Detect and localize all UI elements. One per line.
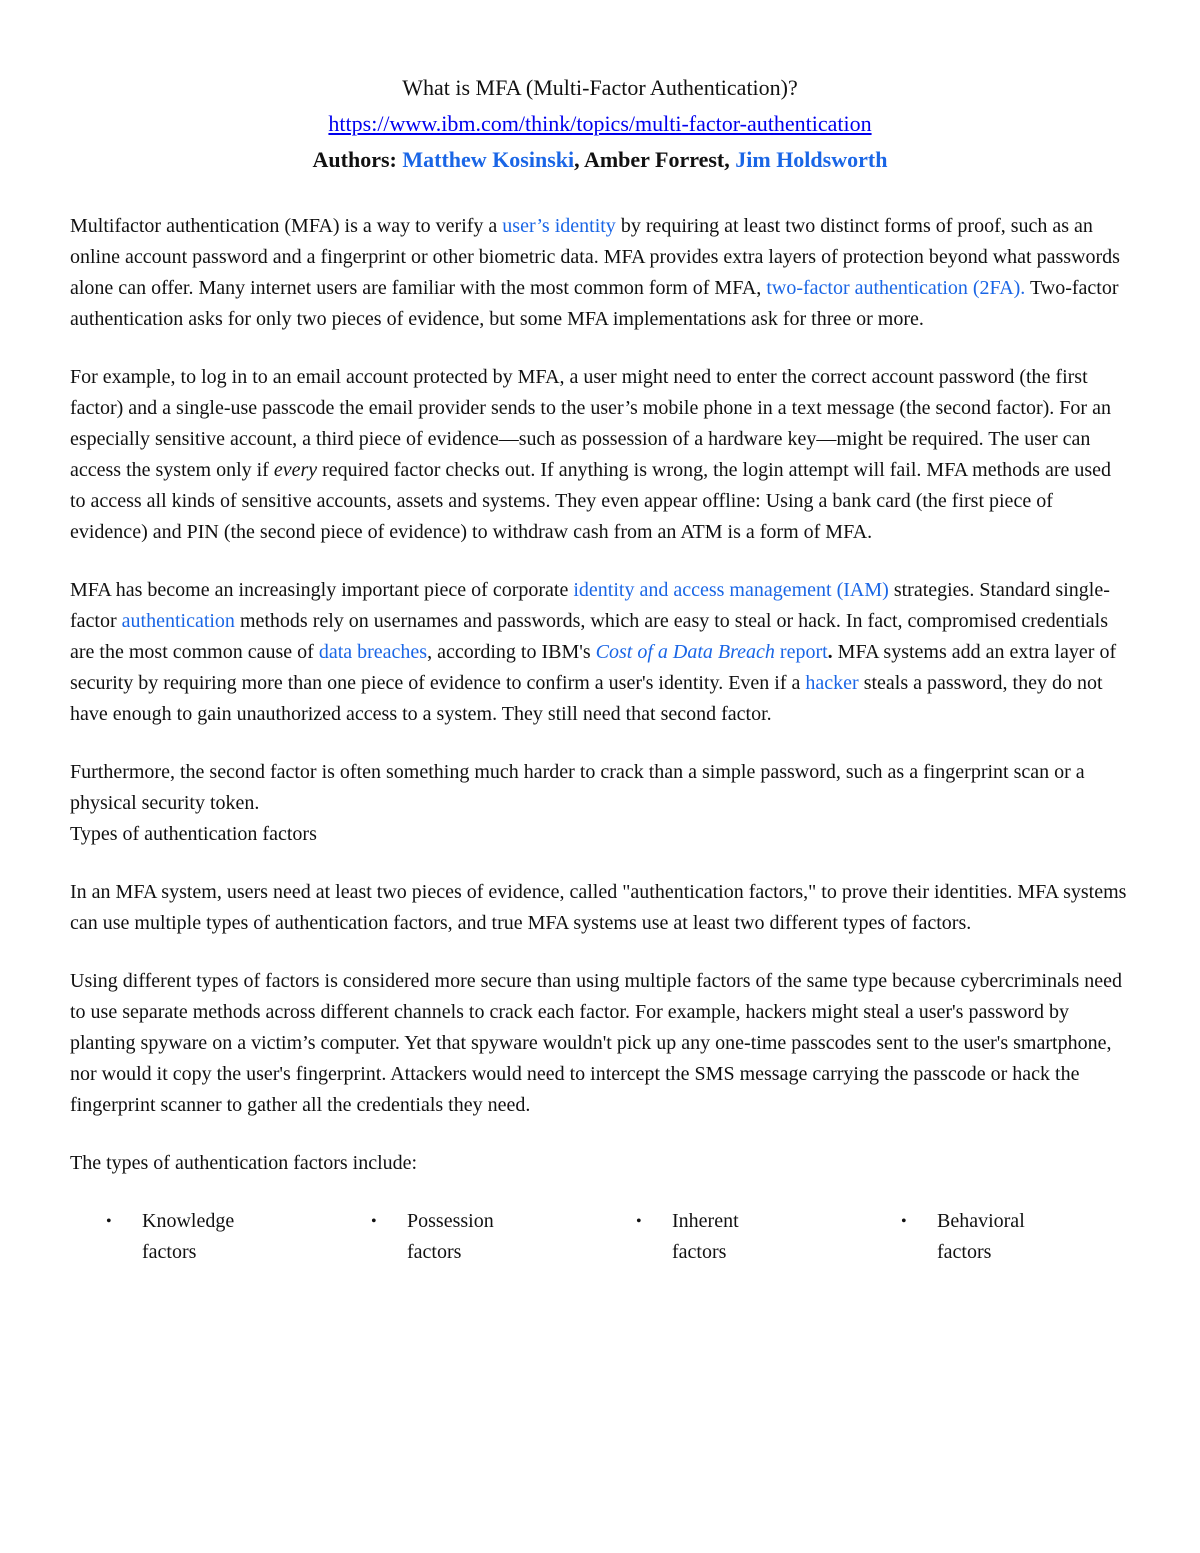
paragraph-example: [70, 362, 1130, 548]
iam-link[interactable]: identity and access management (IAM): [573, 579, 889, 601]
emphasis-every: every: [273, 459, 318, 481]
text-segment: MFA systems add an extra layer of security by requiring more than one piece of evidence to confirm a user's identity. Even if a: [70, 641, 1117, 694]
text-segment: Furthermore, the second factor is often something much harder to crack than a simple password, such as a fingerprint scan or a physical security token.: [70, 761, 1085, 814]
section-heading-types: Types of authentication factors: [70, 823, 317, 845]
list-item-label: Knowledge factors: [142, 1210, 235, 1263]
text-segment: , according to IBM's: [427, 641, 591, 663]
bullet-icon: •: [901, 1213, 907, 1230]
report-word: report: [779, 641, 828, 663]
source-url-link[interactable]: https://www.ibm.com/think/topics/multi-factor-authentication: [328, 111, 872, 136]
paragraph-different-types: Using different types of factors is considered more secure than using multiple factors of the same type because cybercriminals need to use separate methods across different channels to crack each factor. For example, hackers might steal a user's password by planting spyware on a victim’s computer. Yet that spyware wouldn't pick up any one-time passcodes sent to the user's smartphone, nor would it copy the user's fingerprint. Attackers would need to intercept the SMS message carrying the passcode or hack the fingerprint scanner to gather all the credentials they need.: [70, 970, 1123, 1116]
bullet-icon: •: [106, 1213, 112, 1230]
list-item: [70, 1206, 335, 1268]
paragraph-types-intro: The types of authentication factors include:: [70, 1152, 418, 1174]
cost-of-data-breach-report-link[interactable]: [596, 641, 828, 663]
paragraph-second-factor: [70, 757, 1130, 819]
text-segment: by requiring at least two distinct forms of proof, such as an online account password and a fingerprint or other biometric data. MFA provides extra layers of protection beyond what passwords alone can offer. Many internet users are familiar with the most common form of MFA,: [70, 215, 1120, 299]
paragraph-importance: [70, 575, 1130, 730]
author-link-kosinski[interactable]: Matthew Kosinski: [402, 147, 575, 172]
bullet-icon: •: [371, 1213, 377, 1230]
document-page: [70, 70, 1130, 1268]
author-link-holdsworth[interactable]: Jim Holdsworth: [735, 147, 888, 172]
author-separator: ,: [574, 147, 580, 172]
paragraph-intro: [70, 211, 1130, 335]
text-segment: Multifactor authentication (MFA) is a way to verify a: [70, 215, 498, 237]
document-title: What is MFA (Multi-Factor Authentication)?: [402, 75, 798, 100]
factor-types-list: [70, 1206, 1130, 1268]
paragraph-mfa-system: In an MFA system, users need at least two pieces of evidence, called "authentication factors," to prove their identities. MFA systems can use multiple types of authentication factors, and true MFA systems use at least two different types of factors.: [70, 881, 1127, 934]
list-item: [335, 1206, 600, 1268]
list-item-label: Behavioral factors: [937, 1210, 1025, 1263]
bullet-icon: •: [636, 1213, 642, 1230]
text-segment: required factor checks out. If anything is wrong, the login attempt will fail. MFA methods are used to access all kinds of sensitive accounts, assets and systems. They even appear offline: Using a bank card (the first piece of evidence) and PIN (the second piece of evidence) to withdraw cash from an ATM is a form of MFA.: [70, 459, 1112, 543]
authors-line: [70, 142, 1130, 178]
list-item-label: Possession factors: [407, 1210, 494, 1263]
hacker-link[interactable]: hacker: [805, 672, 859, 694]
text-segment: MFA has become an increasingly important piece of corporate: [70, 579, 569, 601]
list-item: [600, 1206, 865, 1268]
author-separator: ,: [724, 147, 730, 172]
list-item-label: Inherent factors: [672, 1210, 739, 1263]
data-breaches-link[interactable]: data breaches: [318, 641, 428, 663]
authors-label: Authors:: [312, 147, 397, 172]
text-segment: strategies. Standard single-factor: [70, 579, 1110, 632]
author-forrest: Amber Forrest: [583, 147, 725, 172]
text-segment: steals a password, they do not have enough to gain unauthorized access to a system. They still need that second factor.: [70, 672, 1103, 725]
two-factor-authentication-link[interactable]: two-factor authentication (2FA).: [766, 277, 1026, 299]
document-header: [70, 70, 1130, 178]
text-segment: Two-factor authentication asks for only two pieces of evidence, but some MFA implementations ask for three or more.: [70, 277, 1119, 330]
report-title-italic: Cost of a Data Breach: [595, 641, 775, 663]
text-segment: .: [827, 641, 833, 663]
text-segment: For example, to log in to an email account protected by MFA, a user might need to enter the correct account password (the first factor) and a single-use passcode the email provider sends to the user’s mobile phone in a text message (the second factor). For an especially sensitive account, a third piece of evidence—such as possession of a hardware key—might be required. The user can access the system only if: [70, 366, 1111, 481]
list-item: [865, 1206, 1130, 1268]
user-identity-link[interactable]: user’s identity: [502, 215, 616, 237]
authentication-link[interactable]: authentication: [121, 610, 235, 632]
text-segment: methods rely on usernames and passwords, which are easy to steal or hack. In fact, compromised credentials are the most common cause of: [70, 610, 1108, 663]
